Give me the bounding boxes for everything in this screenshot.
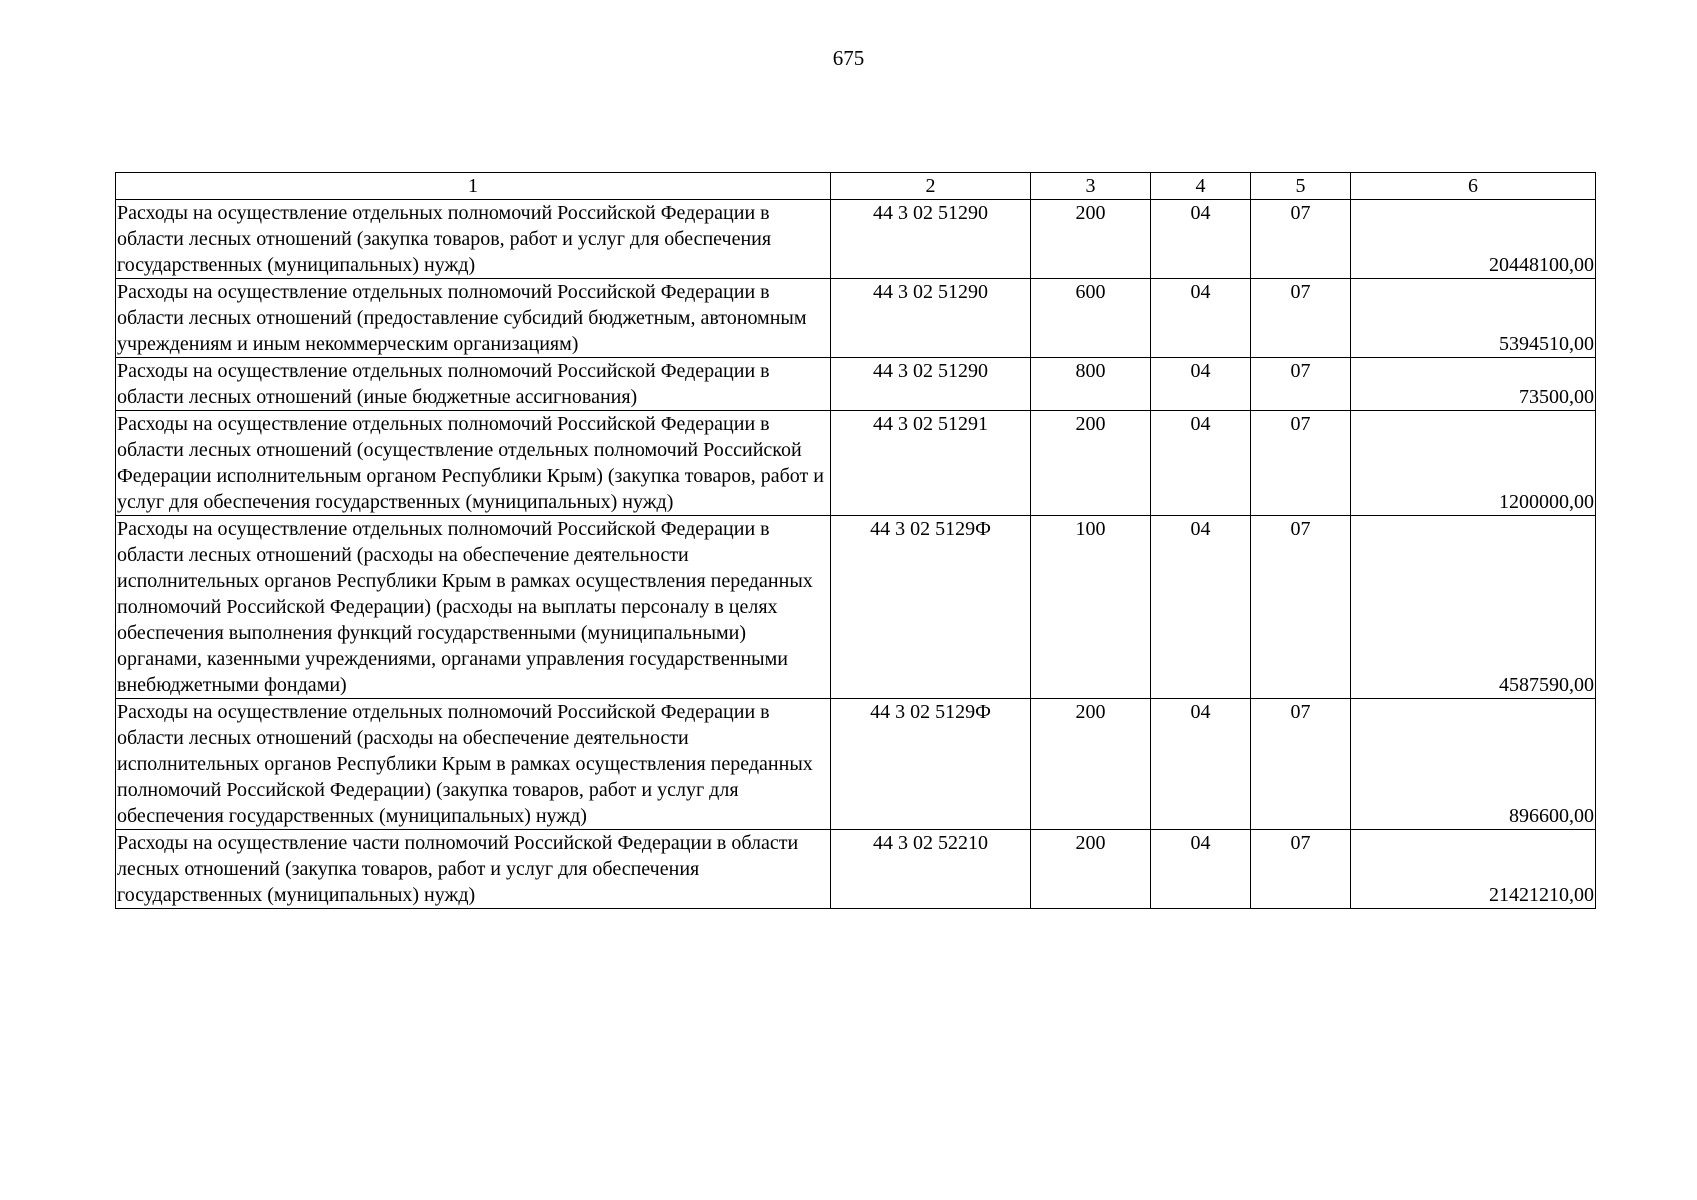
expense-name-cell: Расходы на осуществление отдельных полномочий Российской Федерации в области лесных отношений (закупка товаров, работ и услуг для обеспечения государственных (муниципальных) нужд): [116, 200, 831, 279]
table-row: [116, 830, 1596, 909]
expense-type-cell: 200: [1031, 411, 1151, 516]
target-article-cell: 44 3 02 52210: [831, 830, 1031, 909]
subsection-cell: 07: [1251, 279, 1351, 358]
table-row: [116, 411, 1596, 516]
subsection-cell: 07: [1251, 830, 1351, 909]
amount-cell: 20448100,00: [1351, 200, 1596, 279]
table-row: [116, 516, 1596, 699]
section-cell: 04: [1151, 279, 1251, 358]
amount-cell: 1200000,00: [1351, 411, 1596, 516]
expense-name-cell: Расходы на осуществление отдельных полномочий Российской Федерации в области лесных отношений (предоставление субсидий бюджетным, автономным учреждениям и иным некоммерческим организациям): [116, 279, 831, 358]
amount-cell: 21421210,00: [1351, 830, 1596, 909]
amount-cell: 896600,00: [1351, 699, 1596, 830]
target-article-cell: 44 3 02 5129Ф: [831, 699, 1031, 830]
expense-type-cell: 200: [1031, 200, 1151, 279]
subsection-cell: 07: [1251, 699, 1351, 830]
expense-type-cell: 800: [1031, 358, 1151, 411]
header-cell-5: 5: [1251, 173, 1351, 200]
expense-name-cell: Расходы на осуществление отдельных полномочий Российской Федерации в области лесных отношений (осуществление отдельных полномочий Российской Федерации исполнительным органом Республики Крым) (закупка товаров, работ и услуг для обеспечения государственных (муниципальных) нужд): [116, 411, 831, 516]
section-cell: 04: [1151, 358, 1251, 411]
header-cell-4: 4: [1151, 173, 1251, 200]
expense-type-cell: 100: [1031, 516, 1151, 699]
target-article-cell: 44 3 02 51290: [831, 358, 1031, 411]
section-cell: 04: [1151, 411, 1251, 516]
subsection-cell: 07: [1251, 200, 1351, 279]
table-header-row: [116, 173, 1596, 200]
page-number: 675: [832, 46, 865, 70]
section-cell: 04: [1151, 516, 1251, 699]
subsection-cell: 07: [1251, 411, 1351, 516]
subsection-cell: 07: [1251, 516, 1351, 699]
section-cell: 04: [1151, 830, 1251, 909]
expense-type-cell: 200: [1031, 699, 1151, 830]
subsection-cell: 07: [1251, 358, 1351, 411]
expense-type-cell: 200: [1031, 830, 1151, 909]
amount-cell: 4587590,00: [1351, 516, 1596, 699]
budget-table: [115, 172, 1596, 909]
header-cell-3: 3: [1031, 173, 1151, 200]
target-article-cell: 44 3 02 51291: [831, 411, 1031, 516]
target-article-cell: 44 3 02 51290: [831, 279, 1031, 358]
table-row: [116, 358, 1596, 411]
table-row: [116, 699, 1596, 830]
amount-cell: 73500,00: [1351, 358, 1596, 411]
target-article-cell: 44 3 02 5129Ф: [831, 516, 1031, 699]
expense-name-cell: Расходы на осуществление отдельных полномочий Российской Федерации в области лесных отношений (иные бюджетные ассигнования): [116, 358, 831, 411]
expense-name-cell: Расходы на осуществление отдельных полномочий Российской Федерации в области лесных отношений (расходы на обеспечение деятельности исполнительных органов Республики Крым в рамках осуществления переданных полномочий Российской Федерации) (расходы на выплаты персоналу в целях обеспечения выполнения функций государственными (муниципальными) органами, казенными учреждениями, органами управления государственными внебюджетными фондами): [116, 516, 831, 699]
header-cell-2: 2: [831, 173, 1031, 200]
header-cell-6: 6: [1351, 173, 1596, 200]
header-cell-1: 1: [116, 173, 831, 200]
expense-type-cell: 600: [1031, 279, 1151, 358]
section-cell: 04: [1151, 699, 1251, 830]
expense-name-cell: Расходы на осуществление части полномочий Российской Федерации в области лесных отношений (закупка товаров, работ и услуг для обеспечения государственных (муниципальных) нужд): [116, 830, 831, 909]
section-cell: 04: [1151, 200, 1251, 279]
amount-cell: 5394510,00: [1351, 279, 1596, 358]
target-article-cell: 44 3 02 51290: [831, 200, 1031, 279]
table-row: [116, 279, 1596, 358]
expense-name-cell: Расходы на осуществление отдельных полномочий Российской Федерации в области лесных отношений (расходы на обеспечение деятельности исполнительных органов Республики Крым в рамках осуществления переданных полномочий Российской Федерации) (закупка товаров, работ и услуг для обеспечения государственных (муниципальных) нужд): [116, 699, 831, 830]
table-row: [116, 200, 1596, 279]
